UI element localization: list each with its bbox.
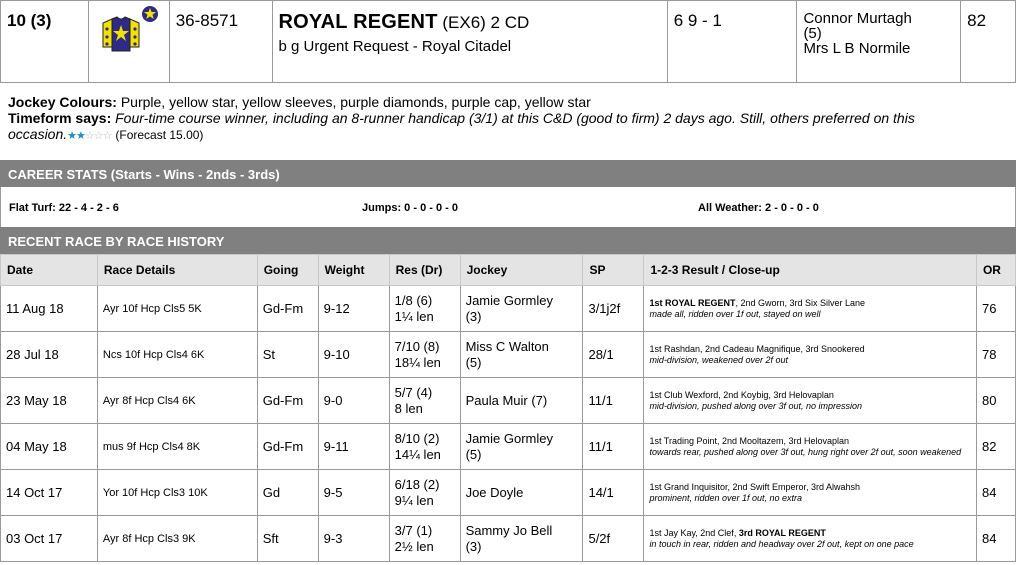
closeup-comment: mid-division, pushed along over 3f out, no impression [649, 400, 863, 411]
race-or: 80 [976, 378, 1015, 424]
career-flat-turf: Flat Turf: 22 - 4 - 2 - 6 [9, 202, 119, 214]
race-history-table [0, 254, 1016, 562]
odds: 6 9 - 1 [668, 1, 798, 82]
race-closeup [644, 470, 977, 516]
race-weight: 9-0 [318, 378, 389, 424]
jockey-silk-icon [99, 11, 143, 55]
closeup-comment: towards rear, pushed along over 3f out, hung right over 2f out, soon weakened [649, 446, 962, 457]
timeform-label: Timeform says: [8, 110, 112, 126]
career-jumps: Jumps: 0 - 0 - 0 - 0 [362, 202, 458, 214]
jockey-colours-text: Purple, yellow star, yellow sleeves, purple diamonds, purple cap, yellow star [120, 94, 591, 110]
jockey-name[interactable]: Connor Murtagh [803, 10, 912, 27]
jockey-colours-label: Jockey Colours: [8, 94, 117, 110]
result-line: 1st Trading Point, 2nd Mooltazem, 3rd Helovaplan [649, 435, 850, 446]
race-or: 84 [976, 470, 1015, 516]
result-margin: 8 len [394, 400, 423, 416]
horse-name[interactable]: ROYAL REGENT [278, 11, 438, 33]
jockey-claim: (3) [465, 308, 482, 324]
column-header: Res (Dr) [389, 255, 460, 286]
table-header-row [1, 255, 1016, 286]
runner-number: 10 (3) [1, 1, 89, 82]
jockey-claim: (5) [465, 354, 482, 370]
jockey-name: Paula Muir (7) [465, 392, 548, 408]
race-result [389, 332, 460, 378]
jockey-claim: (5) [465, 446, 482, 462]
race-going: Sft [257, 516, 318, 562]
race-weight: 9-10 [318, 332, 389, 378]
silk-cell [89, 1, 170, 82]
star-filled-icon: ★★ [67, 130, 85, 142]
jockey-trainer [797, 1, 961, 82]
forecast: (Forecast 15.00) [115, 128, 204, 142]
race-date: 23 May 18 [1, 378, 98, 424]
runner-comments [8, 94, 1014, 144]
table-row[interactable] [1, 424, 1016, 470]
result-placed: , 2nd Gworn, 3rd Six Silver Lane [735, 297, 866, 308]
column-header: Race Details [97, 255, 257, 286]
jockey-name: Jamie Gormley [465, 430, 553, 446]
race-date: 11 Aug 18 [1, 286, 98, 332]
table-row[interactable] [1, 332, 1016, 378]
closeup-comment: in touch in rear, ridden and headway over 2f out, kept on one pace [649, 538, 914, 549]
trainer-name[interactable]: Mrs L B Normile [803, 40, 911, 57]
result-winner: 1st ROYAL REGENT [649, 297, 736, 308]
closeup-comment: prominent, ridden over 1f out, no extra [649, 492, 803, 503]
column-header: Date [1, 255, 98, 286]
result-placed: 1st Jay Kay, 2nd Clef, [649, 527, 739, 538]
race-jockey [460, 424, 583, 470]
race-closeup [644, 332, 977, 378]
race-weight: 9-3 [318, 516, 389, 562]
runner-row [0, 0, 1016, 83]
horse-info [273, 1, 668, 82]
race-history-header: RECENT RACE BY RACE HISTORY [0, 227, 1016, 254]
race-sp: 28/1 [583, 332, 644, 378]
jockey-claim: (5) [803, 25, 822, 42]
result-margin: 1¼ len [394, 308, 434, 324]
form-figures: 36-8571 [170, 1, 273, 82]
result-line [649, 298, 971, 309]
column-header: SP [583, 255, 644, 286]
result-line: 1st Club Wexford, 2nd Koybig, 3rd Helovaplan [649, 389, 834, 400]
column-header: Weight [318, 255, 389, 286]
race-jockey [460, 516, 583, 562]
jockey-name: Jamie Gormley [465, 292, 553, 308]
race-details[interactable]: Ayr 10f Hcp Cls5 5K [97, 286, 257, 332]
result-position: 1/8 (6) [394, 292, 433, 308]
race-details[interactable]: mus 9f Hcp Cls4 8K [97, 424, 257, 470]
race-jockey [460, 332, 583, 378]
race-result [389, 286, 460, 332]
race-closeup [644, 378, 977, 424]
race-details[interactable]: Ayr 8f Hcp Cls3 9K [97, 516, 257, 562]
race-sp: 11/1 [583, 378, 644, 424]
jockey-name: Joe Doyle [465, 484, 524, 500]
race-jockey [460, 286, 583, 332]
result-position: 5/7 (4) [394, 384, 433, 400]
result-line: 1st Rashdan, 2nd Cadeau Magnifique, 3rd Snookered [649, 343, 865, 354]
race-weight: 9-5 [318, 470, 389, 516]
jockey-claim: (3) [465, 538, 482, 554]
race-sp: 14/1 [583, 470, 644, 516]
result-position: 8/10 (2) [394, 430, 440, 446]
race-details[interactable]: Ayr 8f Hcp Cls4 6K [97, 378, 257, 424]
result-position: 3/7 (1) [394, 522, 433, 538]
race-closeup [644, 286, 977, 332]
career-stats-row [0, 187, 1016, 227]
race-closeup [644, 424, 977, 470]
result-margin: 9¼ len [394, 492, 434, 508]
race-details[interactable]: Yor 10f Hcp Cls3 10K [97, 470, 257, 516]
horse-name-suffix: (EX6) 2 CD [442, 13, 530, 32]
race-result [389, 516, 460, 562]
closeup-comment: made all, ridden over 1f out, stayed on well [649, 308, 821, 319]
timeform-text: Four-time course winner, including an 8-runner handicap (3/1) at this C&D (good to firm) 2 days ago. Still, others preferred on this occasion. [8, 110, 915, 142]
race-date: 03 Oct 17 [1, 516, 98, 562]
race-date: 28 Jul 18 [1, 332, 98, 378]
pedigree: b g Urgent Request - Royal Citadel [278, 38, 512, 55]
cap-star-icon [141, 5, 159, 23]
race-closeup [644, 516, 977, 562]
race-result [389, 470, 460, 516]
race-sp: 11/1 [583, 424, 644, 470]
result-position: 6/18 (2) [394, 476, 440, 492]
official-rating: 82 [967, 11, 987, 30]
table-row[interactable] [1, 516, 1016, 562]
race-going: St [257, 332, 318, 378]
race-result [389, 424, 460, 470]
race-going: Gd-Fm [257, 286, 318, 332]
jockey-colours-line [8, 94, 1014, 110]
column-header: 1-2-3 Result / Close-up [644, 255, 977, 286]
race-sp: 5/2f [583, 516, 644, 562]
race-date: 14 Oct 17 [1, 470, 98, 516]
race-sp: 3/1j2f [583, 286, 644, 332]
result-line [649, 528, 971, 539]
race-date: 04 May 18 [1, 424, 98, 470]
race-or: 78 [976, 332, 1015, 378]
jockey-name: Miss C Walton [465, 338, 549, 354]
race-jockey [460, 470, 583, 516]
result-third: 3rd ROYAL REGENT [738, 527, 826, 538]
column-header: Jockey [460, 255, 583, 286]
result-position: 7/10 (8) [394, 338, 440, 354]
race-weight: 9-12 [318, 286, 389, 332]
career-stats-header: CAREER STATS (Starts - Wins - 2nds - 3rds) [0, 160, 1016, 187]
race-going: Gd [257, 470, 318, 516]
table-row[interactable] [1, 470, 1016, 516]
closeup-comment: mid-division, weakened over 2f out [649, 354, 789, 365]
race-details[interactable]: Ncs 10f Hcp Cls4 6K [97, 332, 257, 378]
column-header: Going [257, 255, 318, 286]
race-or: 76 [976, 286, 1015, 332]
column-header: OR [976, 255, 1015, 286]
race-or: 82 [976, 424, 1015, 470]
career-all-weather: All Weather: 2 - 0 - 0 - 0 [698, 202, 819, 214]
timeform-line [8, 110, 1014, 144]
jockey-name: Sammy Jo Bell [465, 522, 553, 538]
table-row[interactable] [1, 378, 1016, 424]
race-going: Gd-Fm [257, 424, 318, 470]
race-jockey [460, 378, 583, 424]
race-or: 84 [976, 516, 1015, 562]
star-empty-icon: ☆☆☆ [84, 130, 112, 142]
race-result [389, 378, 460, 424]
race-weight: 9-11 [318, 424, 389, 470]
star-rating [67, 130, 111, 142]
result-margin: 14¼ len [394, 446, 441, 462]
result-line: 1st Grand Inquisitor, 2nd Swift Emperor, 3rd Alwahsh [649, 481, 861, 492]
result-margin: 2½ len [394, 538, 434, 554]
result-margin: 18¼ len [394, 354, 441, 370]
table-row[interactable] [1, 286, 1016, 332]
race-going: Gd-Fm [257, 378, 318, 424]
